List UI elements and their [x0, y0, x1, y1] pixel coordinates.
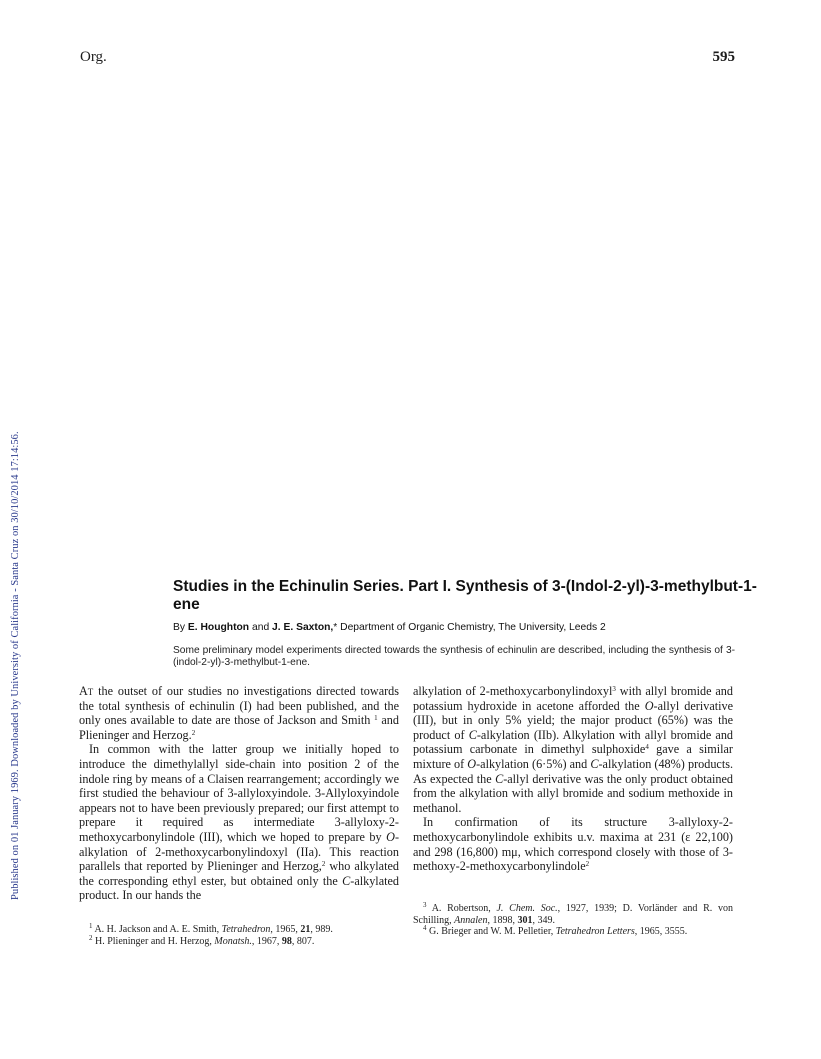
reference-marker: 1: [374, 714, 378, 723]
footnote-page: , 807.: [291, 935, 315, 947]
byline: [173, 622, 606, 633]
footnote-year: , 1965, 3555.: [634, 926, 688, 937]
footnote-authors: A. Robertson,: [431, 903, 497, 914]
byline-by: By: [173, 622, 186, 633]
footnote-volume: 21: [300, 924, 311, 935]
body-column-right: [413, 684, 733, 874]
footnote-number: 4: [423, 924, 427, 932]
text-run: In common with the latter group we initially hoped to introduce the dimethylallyl side-chain into position 2 of the indole ring by means of a Claisen rearrangement; accordingly we first studied the behaviour of 3-allyloxyindole. 3-Allyloxyindole appears not to have been previously prepared; our first attempt to prepare it required as intermediate 3-allyloxy-2-methoxycarbonylindole (III), which we hoped to prepare by: [79, 742, 399, 844]
reference-marker: 2: [321, 860, 326, 869]
reference-marker: 4: [645, 743, 649, 752]
reference-marker: 2: [585, 860, 590, 869]
italic-run: C: [495, 771, 504, 786]
italic-run: O: [644, 698, 654, 713]
footnote-year: , 1927, 1939; D. Vorländer and R. von Schilling,: [413, 903, 733, 926]
text-run: with allyl bromide and potassium hydroxide in acetone afforded the: [413, 684, 733, 713]
reference-marker: 3: [612, 685, 616, 693]
paragraph: [413, 815, 733, 873]
text-run: alkylation of 2-methoxycarbonylindoxyl: [413, 684, 613, 698]
footnote-journal: Annalen: [454, 914, 488, 926]
footnote: [413, 926, 733, 938]
text-run: -alkylated product. In our hands the: [79, 873, 399, 903]
footnote-year: , 1967,: [251, 935, 282, 947]
author-2: J. E. Saxton,: [272, 622, 334, 633]
footnote-year: , 1965,: [270, 924, 301, 935]
footnote-journal: Tetrahedron: [221, 924, 271, 935]
article-title: Studies in the Echinulin Series. Part I. Synthesis of 3-(Indol-2-yl)-3-methylbut-1-ene: [173, 578, 757, 613]
footnote-journal: J. Chem. Soc.: [496, 903, 558, 914]
footnote-page: , 349.: [532, 914, 555, 926]
footnote: [413, 903, 733, 926]
affiliation: * Department of Organic Chemistry, The University, Leeds 2: [333, 622, 606, 633]
italic-run: C: [590, 756, 599, 771]
text-run: and Plieninger and Herzog.: [79, 713, 399, 742]
italic-run: O: [386, 829, 395, 844]
footnote: [79, 933, 399, 948]
footnote-number: 1: [89, 922, 93, 930]
text-run: -alkylation (6·5%) and: [476, 756, 591, 771]
author-1: E. Houghton: [187, 622, 250, 633]
byline-and: and: [251, 622, 270, 633]
body-column-left: [79, 684, 399, 903]
italic-run: C: [342, 873, 351, 888]
text-run: -alkylation (48%) products. As expected the: [413, 756, 733, 786]
italic-run: O: [467, 756, 477, 771]
footnote-number: 3: [423, 901, 427, 909]
footnote-number: 2: [89, 933, 93, 942]
reference-marker: 2: [191, 728, 196, 737]
footnote-authors: G. Brieger and W. M. Pelletier,: [429, 926, 556, 937]
footnote-authors: A. H. Jackson and A. E. Smith,: [94, 924, 222, 935]
footnotes-right: [413, 903, 733, 938]
text-run: the outset of our studies no investigations directed towards the total synthesis of echinulin (I) had been published, and the only ones available to date are those of Jackson and Smith: [79, 684, 399, 728]
footnote-volume: 98: [281, 935, 292, 947]
journal-abbreviation: Org.: [80, 49, 107, 65]
download-notice: Published on 01 January 1969. Downloaded by University of California - Santa Cruz on 30/10/2014 17:14:56.: [10, 431, 21, 900]
page-number: 595: [712, 49, 735, 65]
paragraph: [79, 742, 399, 903]
footnote-page: , 989.: [310, 924, 333, 935]
paragraph: [79, 684, 399, 742]
abstract: Some preliminary model experiments directed towards the synthesis of echinulin are described, including the synthesis of 3-(indol-2-yl)-3-methylbut-1-ene.: [173, 645, 735, 668]
text-run: -allyl derivative was the only product obtained from the alkylation with allyl bromide and sodium methoxide in methanol.: [413, 771, 733, 815]
text-run: gave a similar mixture of: [413, 742, 733, 771]
text-run: -alkylation of 2-methoxycarbonylindoxyl (IIa). This reaction parallels that reported by Plieninger and Herzog,: [79, 829, 399, 874]
text-run: In confirmation of its structure 3-allyloxy-2-methoxycarbonylindole exhibits u.v. maxima at 231 (ε 22,100) and 298 (16,800) mμ, which correspond closely with those of 3-methoxy-2-methoxycarbonylindole: [413, 815, 733, 874]
paragraph: [413, 684, 733, 815]
footnote-journal: Monatsh.: [214, 935, 252, 947]
footnote-year: , 1898,: [487, 914, 518, 926]
footnote-authors: H. Plieninger and H. Herzog,: [95, 935, 215, 947]
italic-run: C: [468, 727, 477, 742]
footnote: [79, 924, 399, 936]
footnote-journal: Tetrahedron Letters: [555, 926, 635, 937]
footnote-volume: 301: [517, 914, 533, 926]
text-run: -allyl derivative (III), but in only 5% yield; the major product (65%) was the product of: [413, 698, 733, 742]
drop-cap: At: [79, 684, 94, 698]
text-run: -alkylation (IIb). Alkylation with allyl bromide and potassium carbonate in dimethyl sulphoxide: [413, 727, 734, 757]
text-run: who alkylated the corresponding ethyl ester, but obtained only the: [79, 859, 399, 888]
footnotes-left: [79, 924, 399, 947]
